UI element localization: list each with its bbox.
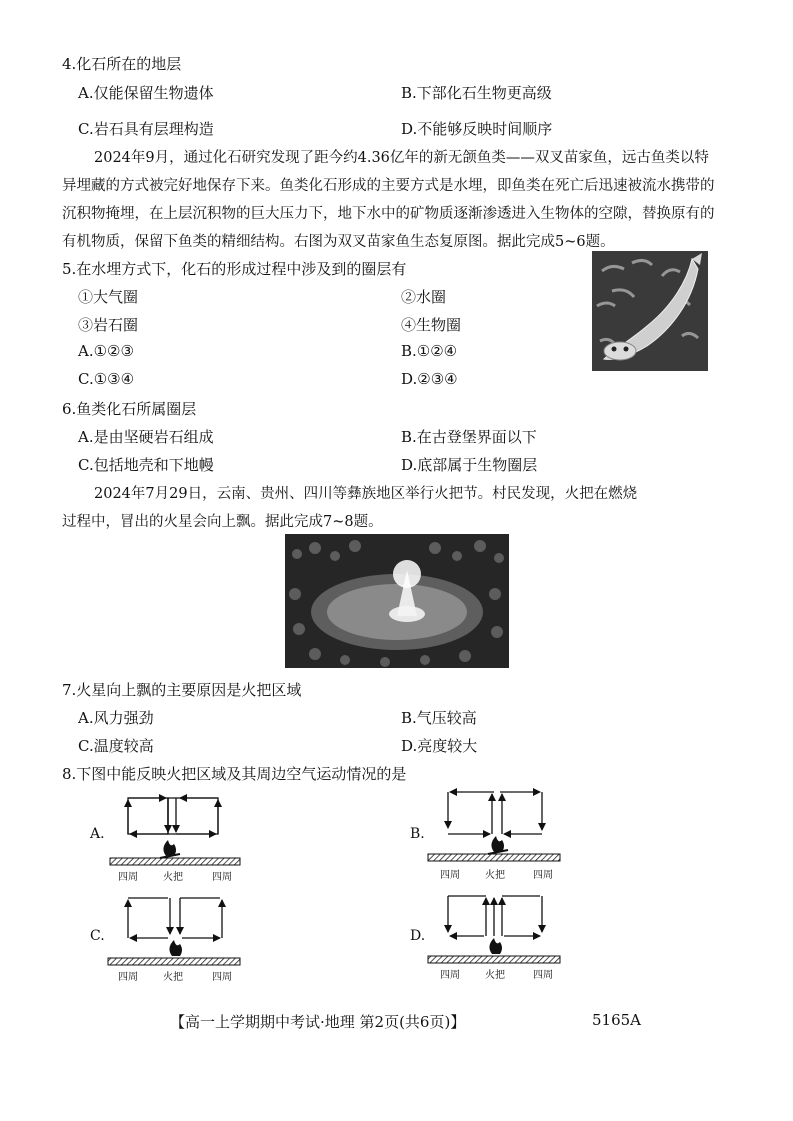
diagram-c-label-center: 火把	[163, 972, 183, 983]
q4-stem: 4.化石所在的地层	[62, 55, 182, 73]
page-footer-code: 5165A	[592, 1011, 642, 1029]
passage1-line-2: 异埋藏的方式被完好地保存下来。鱼类化石形成的主要方式是水埋，即鱼类在死亡后迅速被流水携带的	[62, 178, 715, 194]
q7-option-d: D.亮度较大	[401, 737, 478, 755]
q5-item-4: ④生物圈	[401, 316, 462, 334]
q7-option-a: A.风力强劲	[78, 709, 154, 727]
q5-option-d: D.②③④	[401, 370, 458, 388]
diagram-b-label-center: 火把	[485, 870, 505, 881]
q5-stem: 5.在水埋方式下，化石的形成过程中涉及到的圈层有	[62, 260, 407, 278]
q4-option-c: C.岩石具有层理构造	[78, 120, 214, 138]
q6-stem: 6.鱼类化石所属圈层	[62, 400, 197, 418]
torch-festival-photo	[285, 534, 509, 668]
diagram-b[interactable]	[408, 784, 568, 879]
diagram-d-letter: D.	[410, 928, 426, 944]
q5-item-1: ①大气圈	[78, 288, 139, 306]
passage2-line-2: 过程中，冒出的火星会向上飘。据此完成7~8题。	[62, 514, 383, 530]
q8-stem: 8.下图中能反映火把区域及其周边空气运动情况的是	[62, 765, 407, 783]
fish-reconstruction-image	[592, 251, 708, 371]
q4-option-a: A.仅能保留生物遗体	[78, 84, 214, 102]
q4-option-d: D.不能够反映时间顺序	[401, 120, 553, 138]
diagram-b-letter: B.	[410, 826, 425, 842]
q5-item-2: ②水圈	[401, 288, 447, 306]
q6-option-d: D.底部属于生物圈层	[401, 456, 538, 474]
diagram-d-label-left: 四周	[440, 970, 460, 981]
q5-option-a: A.①②③	[78, 342, 134, 360]
diagram-b-label-left: 四周	[440, 870, 460, 881]
diagram-a-label-left: 四周	[118, 872, 138, 883]
passage1-line-4: 有机物质，保留下鱼类的精细结构。右图为双叉苗家鱼生态复原图。据此完成5~6题。	[62, 234, 615, 250]
passage2-line-1: 2024年7月29日，云南、贵州、四川等彝族地区举行火把节。村民发现，火把在燃烧	[94, 486, 638, 502]
page-footer-title: 【高一上学期期中考试·地理 第2页(共6页)】	[170, 1013, 466, 1031]
q6-option-b: B.在古登堡界面以下	[401, 428, 537, 446]
q5-item-3: ③岩石圈	[78, 316, 139, 334]
passage1-line-3: 沉积物掩埋，在上层沉积物的巨大压力下，地下水中的矿物质逐渐渗透进入生物体的空隙，替换原有的	[62, 206, 715, 222]
diagram-d-label-center: 火把	[485, 970, 505, 981]
diagram-a-letter: A.	[90, 826, 105, 842]
diagram-c-label-right: 四周	[212, 972, 232, 983]
diagram-a-label-center: 火把	[163, 872, 183, 883]
diagram-c-label-left: 四周	[118, 972, 138, 983]
q7-option-c: C.温度较高	[78, 737, 154, 755]
diagram-d-label-right: 四周	[533, 970, 553, 981]
diagram-a-label-right: 四周	[212, 872, 232, 883]
diagram-b-label-right: 四周	[533, 870, 553, 881]
q7-option-b: B.气压较高	[401, 709, 477, 727]
diagram-c-letter: C.	[90, 928, 105, 944]
q5-option-b: B.①②④	[401, 342, 458, 360]
q4-option-b: B.下部化石生物更高级	[401, 84, 552, 102]
q6-option-a: A.是由坚硬岩石组成	[78, 428, 214, 446]
q5-option-c: C.①③④	[78, 370, 135, 388]
q7-stem: 7.火星向上飘的主要原因是火把区域	[62, 681, 302, 699]
passage1-line-1: 2024年9月，通过化石研究发现了距今约4.36亿年的新无颌鱼类——双叉苗家鱼，远古鱼类以特	[94, 150, 709, 166]
q6-option-c: C.包括地壳和下地幔	[78, 456, 214, 474]
